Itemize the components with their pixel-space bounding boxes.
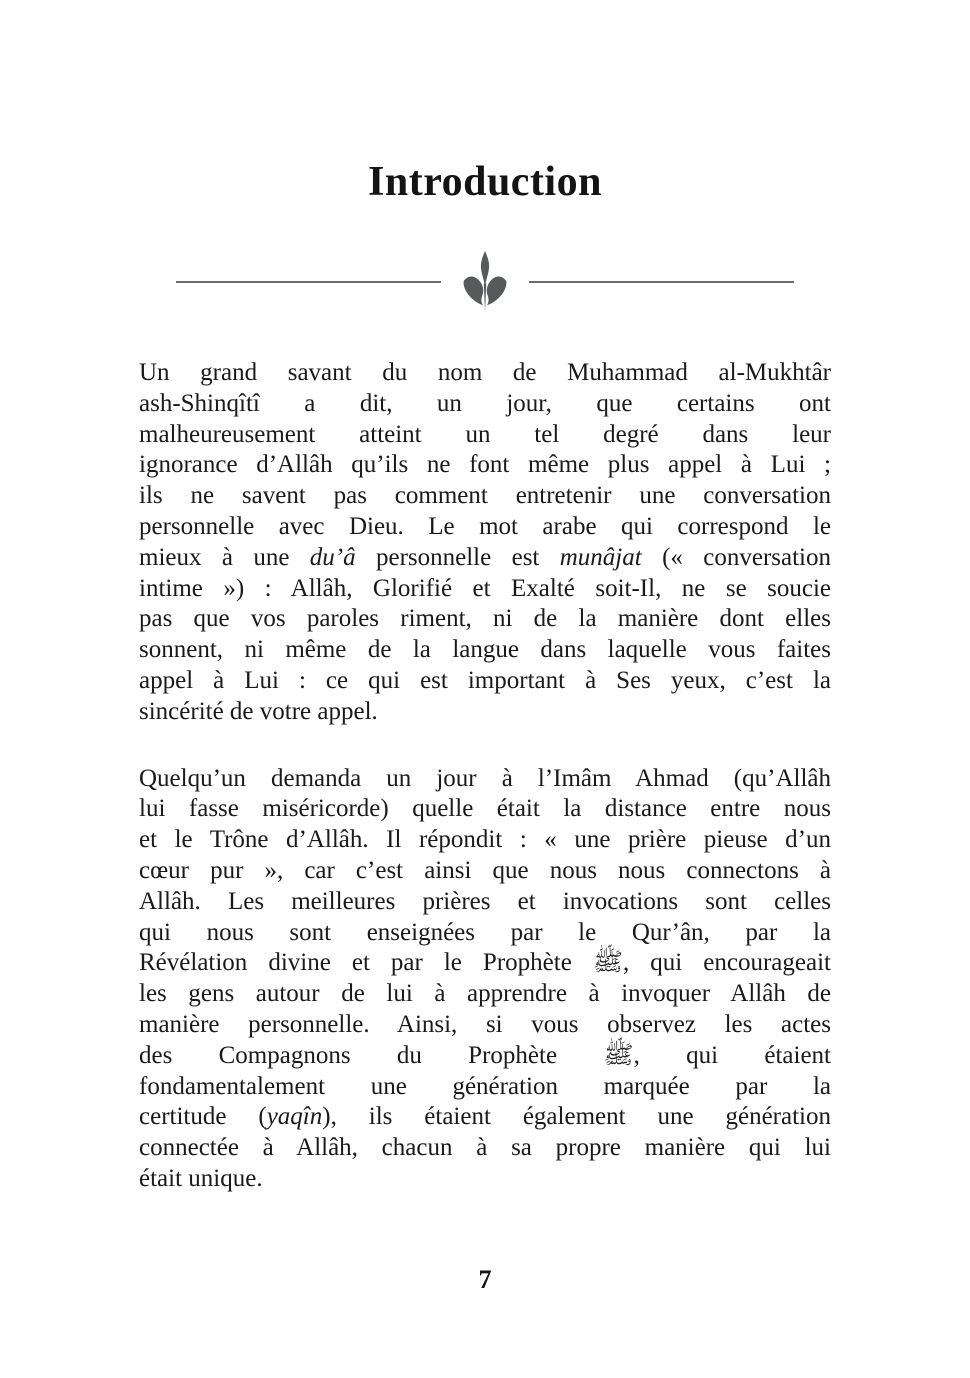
text-line: cœur pur », car c’est ainsi que nous nous connectons à [139,856,831,884]
text-line: fondamentalement une génération marquée par la [139,1072,831,1100]
text-line: des Compagnons du Prophète ﷺ, qui étaient [139,1041,831,1069]
text-line: et le Trône d’Allâh. Il répondit : « une prière pieuse d’un [139,826,831,854]
text-line: malheureusement atteint un tel degré dans leur [139,420,831,448]
text-line: Quelqu’un demanda un jour à l’Imâm Ahmad (qu’Allâh [139,764,831,792]
paragraph [139,764,831,1195]
page-number: 7 [478,1265,492,1294]
text-line: pas que vos paroles riment, ni de la manière dont elles [139,605,831,633]
text-line: Allâh. Les meilleures prières et invocations sont celles [139,887,831,915]
text-line: sincérité de votre appel. [139,697,378,725]
text-line: les gens autour de lui à apprendre à invoquer Allâh de [139,980,831,1008]
text-line: personnelle avec Dieu. Le mot arabe qui correspond le [139,512,831,540]
paragraph [139,358,831,728]
text-line: connectée à Allâh, chacun à sa propre manière qui lui [139,1134,831,1162]
text-line: sonnent, ni même de la langue dans laquelle vous faites [139,636,831,664]
text-line: Révélation divine et par le Prophète ﷺ, qui encourageait [139,949,831,977]
fleur-de-lis-icon [461,251,509,313]
text-line: lui fasse miséricorde) quelle était la distance entre nous [139,795,831,823]
text-line: ash-Shinqîtî a dit, un jour, que certains ont [139,389,831,417]
page-title: Introduction [368,159,602,206]
divider-rule-right [529,281,794,283]
text-line: intime ») : Allâh, Glorifié et Exalté soit-Il, ne se soucie [139,574,831,602]
body-text [139,358,831,1195]
text-line: était unique. [139,1164,263,1192]
text-line: appel à Lui : ce qui est important à Ses yeux, c’est la [139,666,831,694]
text-line: certitude (yaqîn), ils étaient également une génération [139,1103,831,1131]
text-line: mieux à une du’â personnelle est munâjat (« conversation [139,543,832,571]
divider-rule-left [176,281,441,283]
text-line: ignorance d’Allâh qu’ils ne font même plus appel à Lui ; [139,451,831,479]
section-divider [0,250,970,314]
text-line: manière personnelle. Ainsi, si vous observez les actes [139,1010,831,1038]
text-line: qui nous sont enseignées par le Qur’ân, par la [139,918,831,946]
text-line: Un grand savant du nom de Muhammad al-Mukhtâr [139,359,831,386]
text-line: ils ne savent pas comment entretenir une conversation [139,482,831,510]
